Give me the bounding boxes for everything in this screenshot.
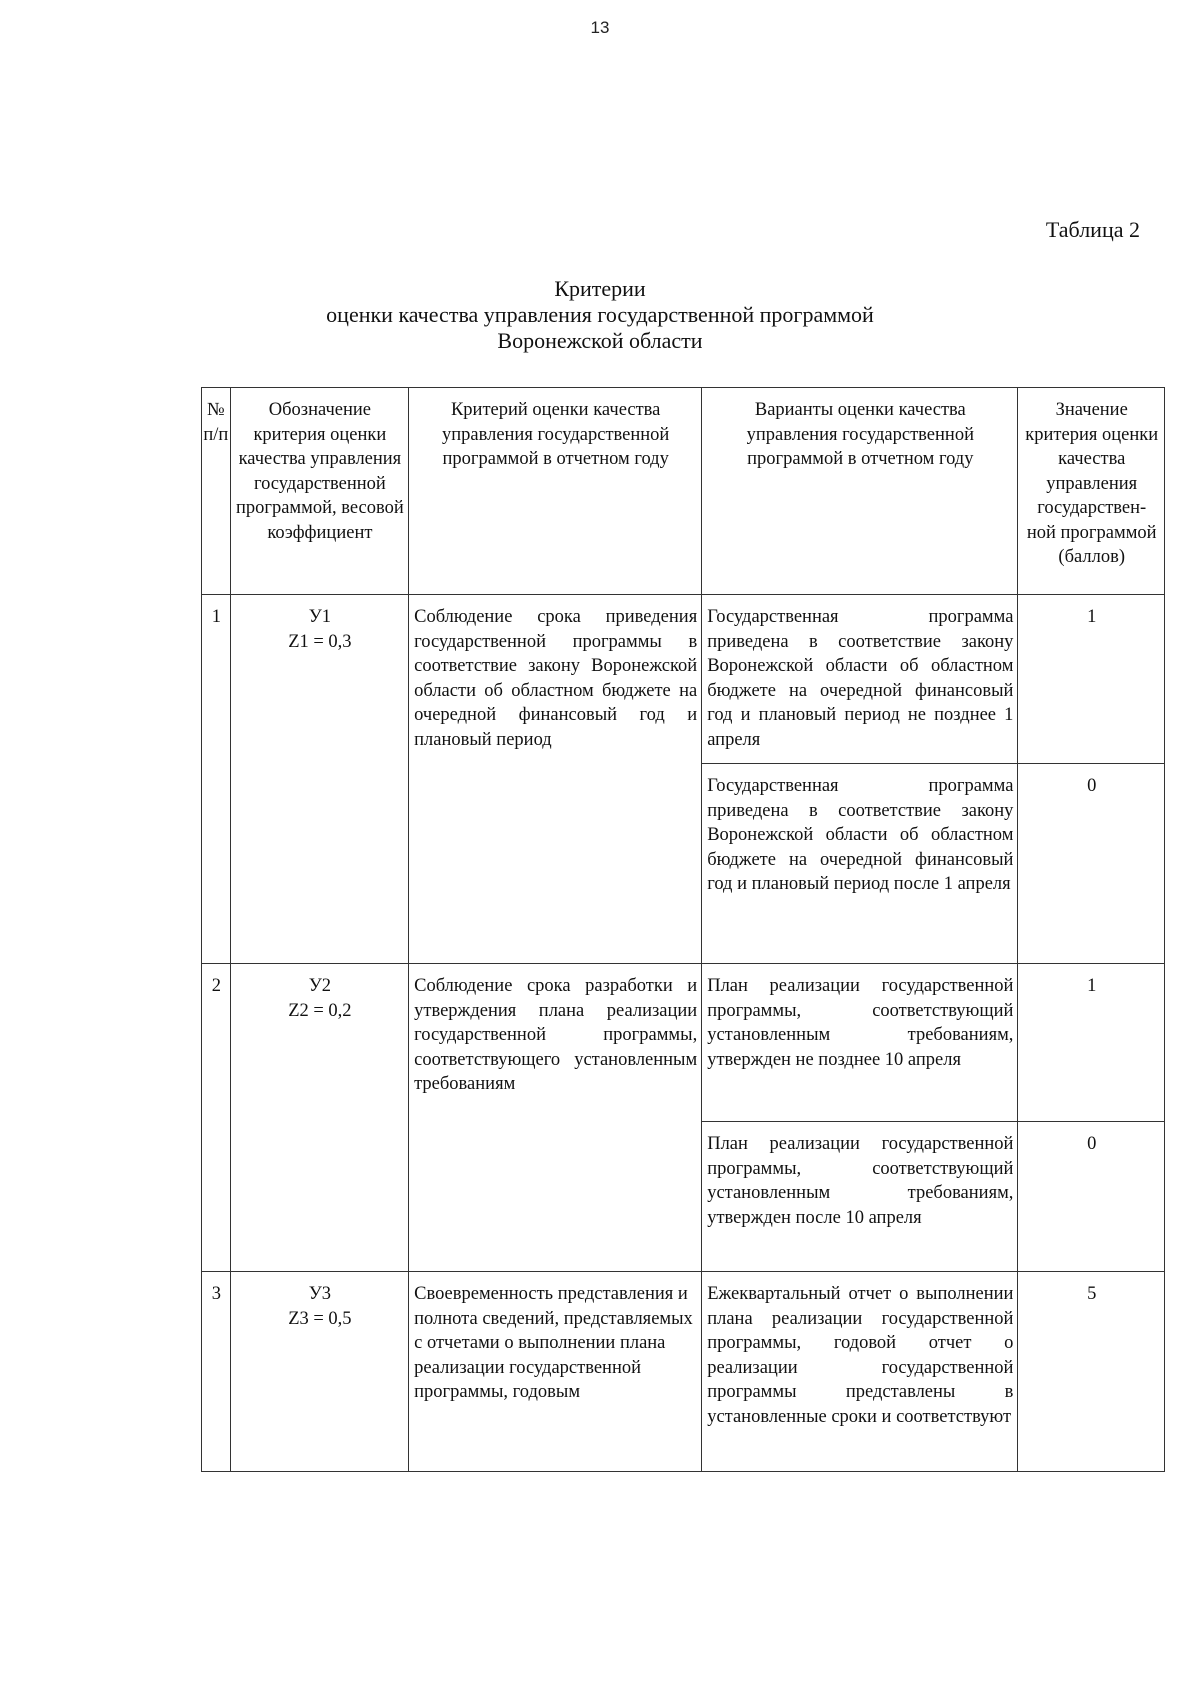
table-label: Таблица 2 bbox=[1045, 217, 1140, 242]
criterion-text: Своевременность представления и полнота сведений, представляемых с отчетами о выполнении плана реализации государственной программы, годовым bbox=[409, 1272, 702, 1472]
variant-text: План реализации государственной программы, соответствующий установленным требованиям, утвержден не позднее 10 апреля bbox=[702, 964, 1018, 1122]
variant-score: 1 bbox=[1018, 595, 1165, 764]
criteria-table bbox=[201, 387, 1165, 1472]
variant-score: 0 bbox=[1018, 1122, 1165, 1272]
table-row bbox=[202, 595, 1165, 764]
criterion-code-cell bbox=[230, 964, 408, 1272]
document-title bbox=[0, 276, 1200, 354]
criterion-text: Соблюдение срока разработки и утверждения плана реализации государственной программы, соответствующего установленным требованиям bbox=[409, 964, 702, 1272]
variant-text: План реализации государственной программы, соответствующий установленным требованиям, утвержден после 10 апреля bbox=[702, 1122, 1018, 1272]
header-score: Значение критерия оценки качества управления государствен-ной программой (баллов) bbox=[1018, 388, 1165, 595]
criterion-code-cell bbox=[230, 595, 408, 964]
criterion-weight: Z1 = 0,3 bbox=[288, 631, 352, 652]
table-row bbox=[202, 964, 1165, 1122]
title-line-3: Воронежской области bbox=[497, 328, 703, 353]
criterion-text: Соблюдение срока приведения государственной программы в соответствие закону Воронежской области об областном бюджете на очередной финансовый год и плановый период bbox=[409, 595, 702, 964]
header-criterion: Критерий оценки качества управления государственной программой в отчетном году bbox=[409, 388, 702, 595]
row-number: 3 bbox=[202, 1272, 231, 1472]
header-number: № п/п bbox=[202, 388, 231, 595]
criterion-weight: Z3 = 0,5 bbox=[288, 1308, 352, 1329]
variant-text: Государственная программа приведена в соответствие закону Воронежской области об областном бюджете на очередной финансовый год и плановый период не позднее 1 апреля bbox=[702, 595, 1018, 764]
criterion-code-cell bbox=[230, 1272, 408, 1472]
row-number: 1 bbox=[202, 595, 231, 964]
title-line-2: оценки качества управления государственной программой bbox=[326, 302, 874, 327]
title-line-1: Критерии bbox=[554, 276, 646, 301]
criterion-code: У1 bbox=[308, 607, 332, 627]
header-variants: Варианты оценки качества управления государственной программой в отчетном году bbox=[702, 388, 1018, 595]
table-row bbox=[202, 1272, 1165, 1472]
criterion-weight: Z2 = 0,2 bbox=[288, 1000, 352, 1021]
header-code: Обозначение критерия оценки качества управления государственной программой, весовой коэффициент bbox=[230, 388, 408, 595]
row-number: 2 bbox=[202, 964, 231, 1272]
criterion-code: У2 bbox=[308, 976, 332, 996]
variant-text: Государственная программа приведена в соответствие закону Воронежской области об областном бюджете на очередной финансовый год и плановый период после 1 апреля bbox=[702, 764, 1018, 964]
variant-score: 0 bbox=[1018, 764, 1165, 964]
variant-score: 1 bbox=[1018, 964, 1165, 1122]
variant-score: 5 bbox=[1018, 1272, 1165, 1472]
header-row bbox=[202, 388, 1165, 595]
criterion-code: У3 bbox=[308, 1284, 332, 1304]
variant-text: Ежеквартальный отчет о выполнении плана реализации государственной программы, годовой отчет о реализации государственной программы представлены в установленные сроки и соответствуют bbox=[702, 1272, 1018, 1472]
page-number: 13 bbox=[590, 18, 610, 37]
